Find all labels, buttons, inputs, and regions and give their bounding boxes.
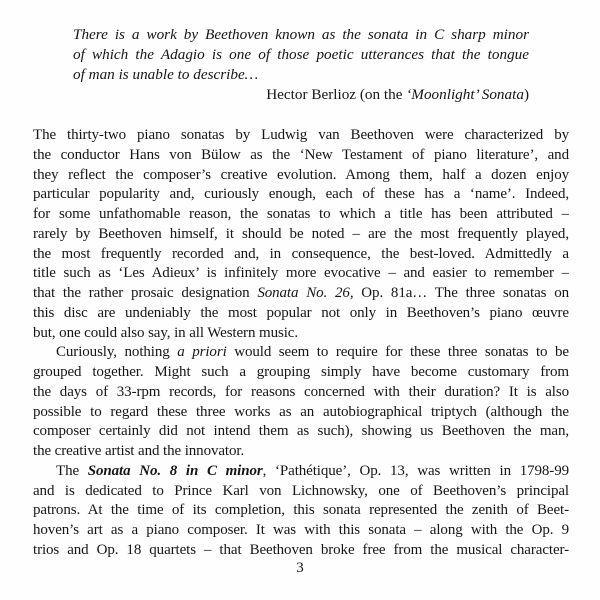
paragraph [33, 343, 569, 462]
paragraph [33, 126, 569, 343]
body-text [33, 126, 569, 561]
text-segment: The [56, 462, 88, 479]
text-segment: , ‘Pathétique’, Op. 13, was written in 1798-99 [262, 462, 569, 479]
text-segment: patrons. At the time of its completion, this sonata represented the zenith of Beet- [33, 502, 569, 519]
text-line [33, 245, 569, 265]
text-line [33, 225, 569, 245]
text-segment: Sonata No. 26 [257, 285, 350, 301]
text-line [33, 462, 569, 482]
text-segment: of man is unable to describe… [73, 66, 259, 83]
text-segment: Sonata No. 8 in C minor [87, 462, 263, 479]
text-segment: that the rather prosaic designation [33, 285, 258, 301]
text-line [33, 422, 569, 442]
paragraph [33, 462, 569, 561]
text-line [33, 324, 569, 344]
text-line [33, 383, 569, 403]
text-segment: Curiously, nothing [56, 344, 178, 361]
text-segment: hoven’s art as a piano composer. It was with this sonata – along with the Op. 9 [33, 522, 569, 538]
text-line [33, 185, 569, 205]
epigraph-quote [73, 25, 529, 105]
text-segment: composer certainly did not intend them as such), showing us Beethoven the man, [33, 423, 569, 440]
text-line [33, 482, 569, 502]
text-line [33, 205, 569, 225]
text-segment: of which the Adagio is one of those poetic utterances that the tongue [73, 46, 529, 63]
text-segment: the days of 33-rpm records, for reasons concerned with their duration? It is also [33, 383, 569, 400]
text-segment: the creative artist and the innovator. [33, 443, 245, 459]
text-segment: title such as ‘Les Adieux’ is infinitely more evocative – and easier to remember – [33, 265, 569, 282]
text-line [73, 65, 529, 85]
text-line [33, 403, 569, 423]
text-segment: possible to regard these three works as an autobiographical triptych (although the [33, 403, 569, 420]
text-line [33, 304, 569, 324]
text-segment: Hector Berlioz (on the [266, 86, 407, 103]
text-segment: but, one could also say, in all Western music. [33, 324, 298, 341]
text-line [33, 343, 569, 363]
text-segment: There is a work by Beethoven known as the sonata in C sharp minor [73, 26, 529, 43]
text-line [33, 146, 569, 166]
text-segment: , Op. 81a… The three sonatas on [349, 285, 569, 301]
text-segment: trios and Op. 18 quartets – that Beethoven broke free from the musical character- [33, 541, 569, 558]
text-segment: particular popularity and, curiously enough, each of these has a ‘name’. Indeed, [33, 186, 569, 203]
text-segment: rarely by Beethoven himself, it should be noted – are the most frequently played, [33, 225, 569, 242]
page-number: 3 [296, 560, 304, 576]
text-segment: and is dedicated to Prince Karl von Lichnowsky, one of Beethoven’s principal [33, 482, 569, 499]
text-segment: for some unfathomable reason, the sonatas to which a title has been attributed – [33, 206, 569, 222]
text-line [33, 501, 569, 521]
text-line [33, 363, 569, 383]
text-segment: this disc are undeniably the most popular not only in Beethoven’s piano œuvre [33, 304, 569, 321]
text-line [33, 284, 569, 304]
text-segment: ‘Moonlight’ Sonata [406, 86, 524, 103]
text-line [33, 264, 569, 284]
text-segment: The thirty-two piano sonatas by Ludwig van Beethoven were characterized by [33, 127, 569, 143]
text-line [73, 85, 529, 105]
text-segment: would seem to require for these three sonatas to be [226, 344, 569, 361]
text-segment: the most frequently recorded and, in consequence, the best-loved. Admittedly a [33, 245, 569, 262]
text-line [33, 521, 569, 541]
text-segment: grouped together. Might such a grouping simply have become customary from [33, 364, 569, 380]
text-segment: a priori [177, 344, 227, 361]
text-line [73, 25, 529, 45]
text-line [33, 166, 569, 186]
text-line [73, 45, 529, 65]
text-segment: ) [523, 86, 529, 103]
text-segment: the conductor Hans von Bülow as the ‘New Testament of piano literature’, and [33, 146, 569, 163]
text-line [33, 126, 569, 146]
text-segment: they reflect the composer’s creative evolution. Among them, half a dozen enjoy [33, 166, 569, 183]
text-line [33, 442, 569, 462]
